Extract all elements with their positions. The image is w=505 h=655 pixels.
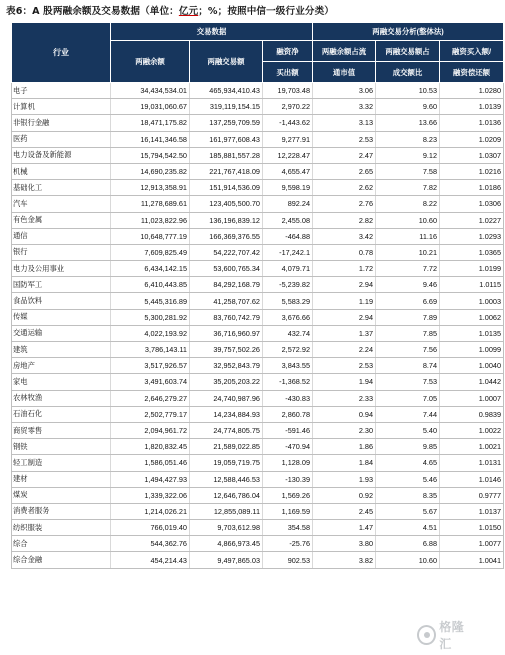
balance-cell: 19,031,060.67 [111,99,190,115]
net-buy-cell: 2,970.22 [263,99,313,115]
trade-amount-cell: 41,258,707.62 [190,293,263,309]
net-buy-cell: -430.83 [263,390,313,406]
balance-ratio-cell: 1.93 [313,471,376,487]
industry-cell: 国防军工 [12,277,111,293]
industry-cell: 建材 [12,471,111,487]
net-buy-cell: 4,655.47 [263,163,313,179]
trade-ratio-cell: 9.12 [376,147,440,163]
trade-amount-cell: 319,119,154.15 [190,99,263,115]
buy-repay-cell: 1.0216 [440,163,504,179]
trade-ratio-cell: 11.16 [376,228,440,244]
header-balance: 两融余额 [111,41,190,83]
net-buy-cell: 5,583.29 [263,293,313,309]
balance-cell: 2,502,779.17 [111,406,190,422]
balance-cell: 11,023,822.96 [111,212,190,228]
balance-cell: 766,019.40 [111,520,190,536]
industry-cell: 农林牧渔 [12,390,111,406]
trade-amount-cell: 36,716,960.97 [190,325,263,341]
trade-amount-cell: 54,222,707.42 [190,244,263,260]
buy-repay-cell: 1.0131 [440,455,504,471]
balance-ratio-cell: 2.30 [313,422,376,438]
buy-repay-cell: 1.0099 [440,342,504,358]
net-buy-cell: 9,598.19 [263,180,313,196]
trade-amount-cell: 137,259,709.59 [190,115,263,131]
balance-ratio-cell: 2.45 [313,503,376,519]
buy-repay-cell: 1.0146 [440,471,504,487]
industry-cell: 综合金融 [12,552,111,568]
buy-repay-cell: 1.0062 [440,309,504,325]
trade-amount-cell: 12,646,786.04 [190,487,263,503]
trade-ratio-cell: 7.44 [376,406,440,422]
balance-cell: 544,362.76 [111,536,190,552]
industry-cell: 传媒 [12,309,111,325]
net-buy-cell: -470.94 [263,439,313,455]
trade-ratio-cell: 7.85 [376,325,440,341]
balance-ratio-cell: 1.72 [313,261,376,277]
balance-ratio-cell: 3.32 [313,99,376,115]
balance-ratio-cell: 2.47 [313,147,376,163]
buy-repay-cell: 1.0135 [440,325,504,341]
trade-ratio-cell: 8.74 [376,358,440,374]
industry-cell: 家电 [12,374,111,390]
table-row [12,99,504,115]
table-row [12,163,504,179]
industry-cell: 轻工制造 [12,455,111,471]
buy-repay-cell: 1.0021 [440,439,504,455]
header-group-analysis: 两融交易分析(整体法) [313,23,504,41]
trade-amount-cell: 39,757,502.26 [190,342,263,358]
industry-cell: 食品饮料 [12,293,111,309]
balance-cell: 1,339,322.06 [111,487,190,503]
net-buy-cell: 4,079.71 [263,261,313,277]
header-buy-repay-line2: 融资偿还额 [440,62,504,83]
balance-cell: 6,410,443.85 [111,277,190,293]
balance-ratio-cell: 1.84 [313,455,376,471]
net-buy-cell: -1,443.62 [263,115,313,131]
trade-amount-cell: 123,405,500.70 [190,196,263,212]
table-row [12,309,504,325]
trade-ratio-cell: 10.60 [376,212,440,228]
table-row [12,277,504,293]
trade-ratio-cell: 5.67 [376,503,440,519]
balance-ratio-cell: 3.80 [313,536,376,552]
buy-repay-cell: 1.0307 [440,147,504,163]
trade-amount-cell: 465,934,410.43 [190,83,263,99]
net-buy-cell: 1,169.59 [263,503,313,519]
net-buy-cell: 432.74 [263,325,313,341]
trade-amount-cell: 9,703,612.98 [190,520,263,536]
net-buy-cell: 2,455.08 [263,212,313,228]
balance-cell: 10,648,777.19 [111,228,190,244]
buy-repay-cell: 1.0040 [440,358,504,374]
table-row [12,536,504,552]
trade-ratio-cell: 7.05 [376,390,440,406]
industry-cell: 消费者服务 [12,503,111,519]
trade-ratio-cell: 6.69 [376,293,440,309]
balance-ratio-cell: 1.37 [313,325,376,341]
buy-repay-cell: 1.0007 [440,390,504,406]
trade-ratio-cell: 10.21 [376,244,440,260]
trade-amount-cell: 35,205,203.22 [190,374,263,390]
table-row [12,131,504,147]
buy-repay-cell: 1.0077 [440,536,504,552]
net-buy-cell: 2,860.78 [263,406,313,422]
industry-cell: 钢铁 [12,439,111,455]
balance-ratio-cell: 3.13 [313,115,376,131]
balance-cell: 12,913,358.91 [111,180,190,196]
table-row [12,374,504,390]
industry-cell: 商贸零售 [12,422,111,438]
industry-cell: 计算机 [12,99,111,115]
buy-repay-cell: 1.0209 [440,131,504,147]
trade-amount-cell: 24,740,987.96 [190,390,263,406]
buy-repay-cell: 1.0293 [440,228,504,244]
net-buy-cell: 1,128.09 [263,455,313,471]
industry-cell: 建筑 [12,342,111,358]
net-buy-cell: -1,368.52 [263,374,313,390]
table-title [6,3,501,19]
trade-ratio-cell: 7.72 [376,261,440,277]
industry-cell: 纺织服装 [12,520,111,536]
balance-ratio-cell: 3.82 [313,552,376,568]
industry-cell: 通信 [12,228,111,244]
balance-cell: 16,141,346.58 [111,131,190,147]
table-row [12,147,504,163]
title-unit: 亿元 [178,6,199,17]
table-row [12,83,504,99]
net-buy-cell: -17,242.1 [263,244,313,260]
watermark [417,620,475,651]
buy-repay-cell: 1.0139 [440,99,504,115]
table-row [12,228,504,244]
net-buy-cell: 3,843.55 [263,358,313,374]
table-row [12,358,504,374]
table-row [12,212,504,228]
header-net-buy-line2: 买出额 [263,62,313,83]
trade-ratio-cell: 7.53 [376,374,440,390]
trade-ratio-cell: 7.56 [376,342,440,358]
balance-ratio-cell: 0.78 [313,244,376,260]
balance-ratio-cell: 2.24 [313,342,376,358]
balance-ratio-cell: 2.94 [313,309,376,325]
buy-repay-cell: 1.0365 [440,244,504,260]
net-buy-cell: 892.24 [263,196,313,212]
net-buy-cell: -5,239.82 [263,277,313,293]
buy-repay-cell: 1.0041 [440,552,504,568]
header-trade-ratio-line2: 成交额比 [376,62,440,83]
buy-repay-cell: 1.0442 [440,374,504,390]
buy-repay-cell: 1.0186 [440,180,504,196]
net-buy-cell: 2,572.92 [263,342,313,358]
title-prefix: 表6：A 股两融余额及交易数据（单位： [6,6,179,17]
table-row [12,471,504,487]
table-row [12,487,504,503]
industry-cell: 银行 [12,244,111,260]
trade-ratio-cell: 7.82 [376,180,440,196]
balance-cell: 5,445,316.89 [111,293,190,309]
balance-ratio-cell: 1.19 [313,293,376,309]
balance-cell: 1,820,832.45 [111,439,190,455]
table-row [12,390,504,406]
balance-cell: 1,214,026.21 [111,503,190,519]
buy-repay-cell: 1.0136 [440,115,504,131]
balance-ratio-cell: 0.92 [313,487,376,503]
industry-cell: 电力设备及新能源 [12,147,111,163]
trade-ratio-cell: 4.65 [376,455,440,471]
table-row [12,293,504,309]
balance-cell: 18,471,175.82 [111,115,190,131]
balance-ratio-cell: 2.94 [313,277,376,293]
balance-cell: 5,300,281.92 [111,309,190,325]
table-row [12,342,504,358]
balance-cell: 4,022,193.92 [111,325,190,341]
header-trade-ratio-line1: 两融交易额占 [376,41,440,62]
table-row [12,115,504,131]
trade-amount-cell: 161,977,608.43 [190,131,263,147]
table-row [12,422,504,438]
industry-cell: 房地产 [12,358,111,374]
header-balance-ratio-line2: 通市值 [313,62,376,83]
buy-repay-cell: 1.0022 [440,422,504,438]
trade-ratio-cell: 7.58 [376,163,440,179]
balance-cell: 6,434,142.15 [111,261,190,277]
trade-ratio-cell: 13.66 [376,115,440,131]
table-body [12,83,504,569]
net-buy-cell: -130.39 [263,471,313,487]
net-buy-cell: -591.46 [263,422,313,438]
trade-amount-cell: 24,774,805.75 [190,422,263,438]
industry-cell: 非银行金融 [12,115,111,131]
balance-cell: 1,494,427.93 [111,471,190,487]
trade-ratio-cell: 8.35 [376,487,440,503]
industry-cell: 煤炭 [12,487,111,503]
trade-ratio-cell: 4.51 [376,520,440,536]
balance-ratio-cell: 3.06 [313,83,376,99]
balance-ratio-cell: 2.76 [313,196,376,212]
balance-cell: 11,278,689.61 [111,196,190,212]
trade-ratio-cell: 10.60 [376,552,440,568]
balance-cell: 1,586,051.46 [111,455,190,471]
buy-repay-cell: 1.0003 [440,293,504,309]
balance-cell: 3,491,603.74 [111,374,190,390]
trade-amount-cell: 166,369,376.55 [190,228,263,244]
buy-repay-cell: 1.0227 [440,212,504,228]
trade-amount-cell: 12,855,089.11 [190,503,263,519]
net-buy-cell: 1,569.26 [263,487,313,503]
balance-cell: 2,646,279.27 [111,390,190,406]
buy-repay-cell: 0.9777 [440,487,504,503]
trade-amount-cell: 136,196,839.12 [190,212,263,228]
header-industry: 行业 [12,23,111,83]
header-net-buy-line1: 融资净 [263,41,313,62]
buy-repay-cell: 1.0306 [440,196,504,212]
trade-ratio-cell: 6.88 [376,536,440,552]
trade-amount-cell: 14,234,884.93 [190,406,263,422]
balance-cell: 3,517,926.57 [111,358,190,374]
table-row [12,439,504,455]
industry-cell: 电子 [12,83,111,99]
balance-ratio-cell: 2.62 [313,180,376,196]
trade-ratio-cell: 9.46 [376,277,440,293]
table-row [12,406,504,422]
trade-amount-cell: 32,952,843.79 [190,358,263,374]
trade-amount-cell: 12,588,446.53 [190,471,263,487]
table-row [12,520,504,536]
table-row [12,244,504,260]
table-row [12,552,504,568]
balance-cell: 14,690,235.82 [111,163,190,179]
balance-ratio-cell: 2.53 [313,131,376,147]
balance-cell: 34,434,534.01 [111,83,190,99]
header-buy-repay-line1: 融资买入额/ [440,41,504,62]
trade-ratio-cell: 9.85 [376,439,440,455]
gelonghui-logo-icon [417,625,436,645]
net-buy-cell: 354.58 [263,520,313,536]
trade-ratio-cell: 5.40 [376,422,440,438]
trade-ratio-cell: 8.22 [376,196,440,212]
balance-cell: 7,609,825.49 [111,244,190,260]
balance-ratio-cell: 1.86 [313,439,376,455]
net-buy-cell: -464.88 [263,228,313,244]
buy-repay-cell: 1.0280 [440,83,504,99]
table-row [12,180,504,196]
trade-amount-cell: 4,866,973.45 [190,536,263,552]
net-buy-cell: -25.76 [263,536,313,552]
buy-repay-cell: 1.0199 [440,261,504,277]
balance-ratio-cell: 2.65 [313,163,376,179]
buy-repay-cell: 0.9839 [440,406,504,422]
balance-ratio-cell: 3.42 [313,228,376,244]
industry-cell: 石油石化 [12,406,111,422]
trade-amount-cell: 53,600,765.34 [190,261,263,277]
net-buy-cell: 902.53 [263,552,313,568]
industry-cell: 汽车 [12,196,111,212]
trade-amount-cell: 19,059,719.75 [190,455,263,471]
industry-cell: 交通运输 [12,325,111,341]
trade-amount-cell: 221,767,418.09 [190,163,263,179]
watermark-text: 格隆汇 [439,620,465,651]
trade-amount-cell: 21,589,022.85 [190,439,263,455]
industry-cell: 电力及公用事业 [12,261,111,277]
net-buy-cell: 19,703.48 [263,83,313,99]
buy-repay-cell: 1.0137 [440,503,504,519]
net-buy-cell: 12,228.47 [263,147,313,163]
balance-cell: 2,094,961.72 [111,422,190,438]
table-row [12,503,504,519]
balance-ratio-cell: 1.94 [313,374,376,390]
trade-amount-cell: 185,881,557.28 [190,147,263,163]
balance-cell: 454,214.43 [111,552,190,568]
industry-cell: 医药 [12,131,111,147]
table-row [12,261,504,277]
title-suffix: ；%；按照中信一级行业分类） [198,6,334,17]
trade-ratio-cell: 7.89 [376,309,440,325]
industry-cell: 有色金属 [12,212,111,228]
trade-ratio-cell: 10.53 [376,83,440,99]
buy-repay-cell: 1.0115 [440,277,504,293]
industry-cell: 机械 [12,163,111,179]
industry-cell: 综合 [12,536,111,552]
net-buy-cell: 9,277.91 [263,131,313,147]
trade-amount-cell: 83,760,742.79 [190,309,263,325]
header-balance-ratio-line1: 两融余额占流 [313,41,376,62]
trade-amount-cell: 84,292,168.79 [190,277,263,293]
trade-amount-cell: 9,497,865.03 [190,552,263,568]
industry-cell: 基础化工 [12,180,111,196]
header-trade-amount: 两融交易额 [190,41,263,83]
trade-ratio-cell: 8.23 [376,131,440,147]
buy-repay-cell: 1.0150 [440,520,504,536]
trade-ratio-cell: 9.60 [376,99,440,115]
balance-cell: 3,786,143.11 [111,342,190,358]
balance-ratio-cell: 2.33 [313,390,376,406]
balance-ratio-cell: 0.94 [313,406,376,422]
table-row [12,325,504,341]
header-group-trade-data: 交易数据 [111,23,313,41]
balance-ratio-cell: 2.53 [313,358,376,374]
balance-cell: 15,794,542.50 [111,147,190,163]
net-buy-cell: 3,676.66 [263,309,313,325]
balance-ratio-cell: 2.82 [313,212,376,228]
margin-trading-table [11,22,504,569]
trade-amount-cell: 151,914,536.09 [190,180,263,196]
table-row [12,455,504,471]
trade-ratio-cell: 5.46 [376,471,440,487]
balance-ratio-cell: 1.47 [313,520,376,536]
table-row [12,196,504,212]
